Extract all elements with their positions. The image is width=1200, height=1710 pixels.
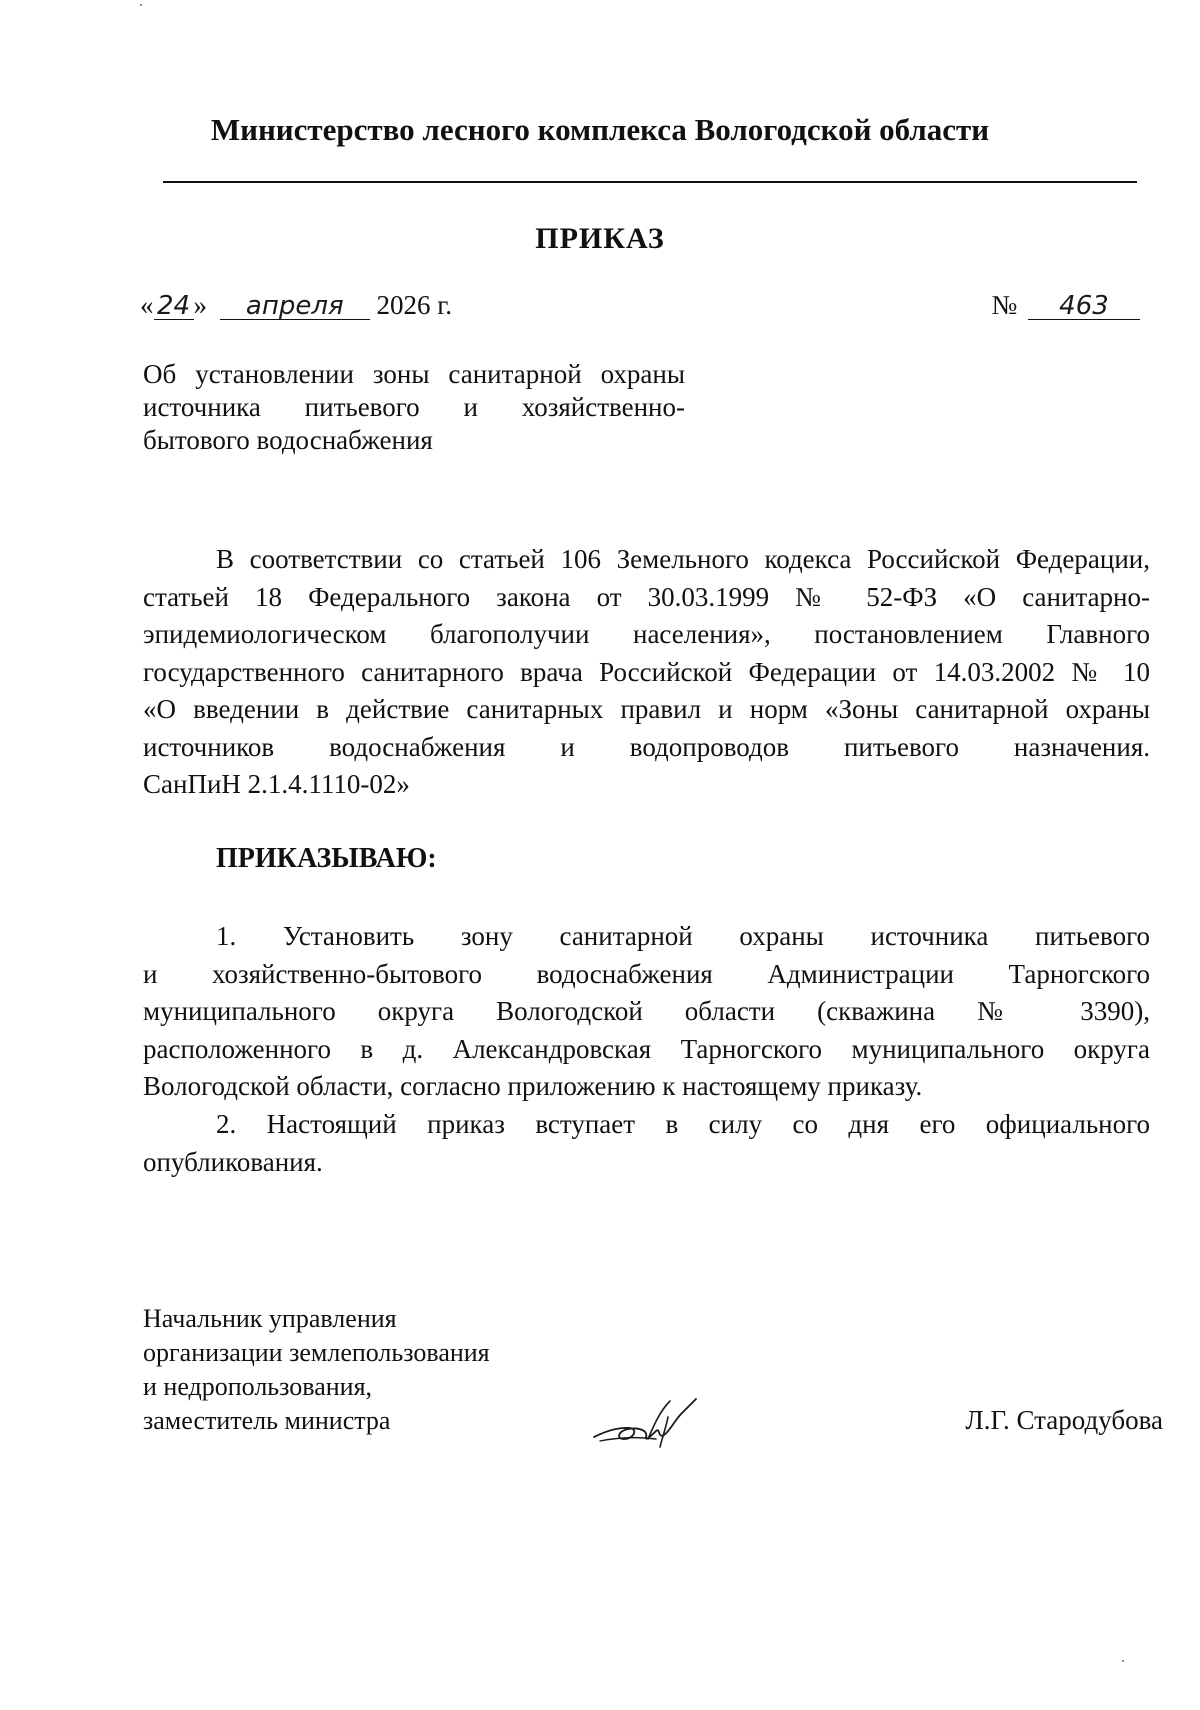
position-line: и недропользования, [143,1372,373,1401]
order-number [991,290,1140,321]
position-line: организации землепользования [143,1338,490,1367]
number-value: 463 [1028,293,1140,320]
paragraph-line: В соответствии со статьей 106 Земельного кодекса Российской Федерации, [216,544,1150,574]
date-open-quote: « [140,290,154,320]
paragraph-line: эпидемиологическом благополучии населения», постановлением Главного [143,619,1150,649]
signatory-position [143,1302,490,1438]
signatory-name: Л.Г. Стародубова [965,1405,1163,1435]
date-day: 24 [154,293,194,320]
position-line: заместитель министра [143,1406,391,1435]
paragraph-line: 1. Установить зону санитарной охраны источника питьевого [216,921,1150,951]
paragraph-line: расположенного в д. Александровская Тарногского муниципального округа [143,1033,1150,1064]
paragraph-line: «О введении в действие санитарных правил и норм «Зоны санитарной охраны [143,694,1150,724]
scan-speck [140,4,142,6]
header-divider [163,181,1137,183]
date-close-quote: » [193,290,207,320]
scan-speck [1122,1660,1124,1662]
subject-line: бытового водоснабжения [143,425,433,455]
subject-line: Об установлении зоны санитарной охраны [143,359,685,389]
order-directive: ПРИКАЗЫВАЮ: [216,843,437,874]
order-item-1 [143,918,1150,1106]
paragraph-line: источников водоснабжения и водопроводов питьевого назначения. [143,731,1150,762]
ministry-name: Министерство лесного комплекса Вологодской области [210,112,990,147]
date-month: апреля [220,293,370,320]
handwritten-signature-icon [590,1387,702,1456]
paragraph-line: муниципального округа Вологодской области (скважина № 3390), [143,996,1150,1026]
position-line: Начальник управления [143,1304,397,1333]
paragraph-line: СанПиН 2.1.4.1110-02» [143,769,410,799]
paragraph-line: государственного санитарного врача Российской Федерации от 14.03.2002 № 10 [143,656,1150,687]
paragraph-line: Вологодской области, согласно приложению к настоящему приказу. [143,1071,923,1101]
number-sign: № [991,290,1018,320]
order-date [140,290,452,321]
subject-line: источника питьевого и хозяйственно- [143,392,685,422]
order-subject [143,358,685,457]
paragraph-line: опубликования. [143,1146,323,1177]
preamble-paragraph [143,541,1150,804]
paragraph-line: 2. Настоящий приказ вступает в силу со дня его официального [216,1109,1150,1139]
document-title: ПРИКАЗ [535,222,665,255]
paragraph-line: статьей 18 Федерального закона от 30.03.1999 № 52-ФЗ «О санитарно- [143,581,1150,612]
date-year: 2026 г. [376,290,453,320]
paragraph-line: и хозяйственно-бытового водоснабжения Администрации Тарногского [143,958,1150,989]
order-item-2 [143,1106,1150,1181]
